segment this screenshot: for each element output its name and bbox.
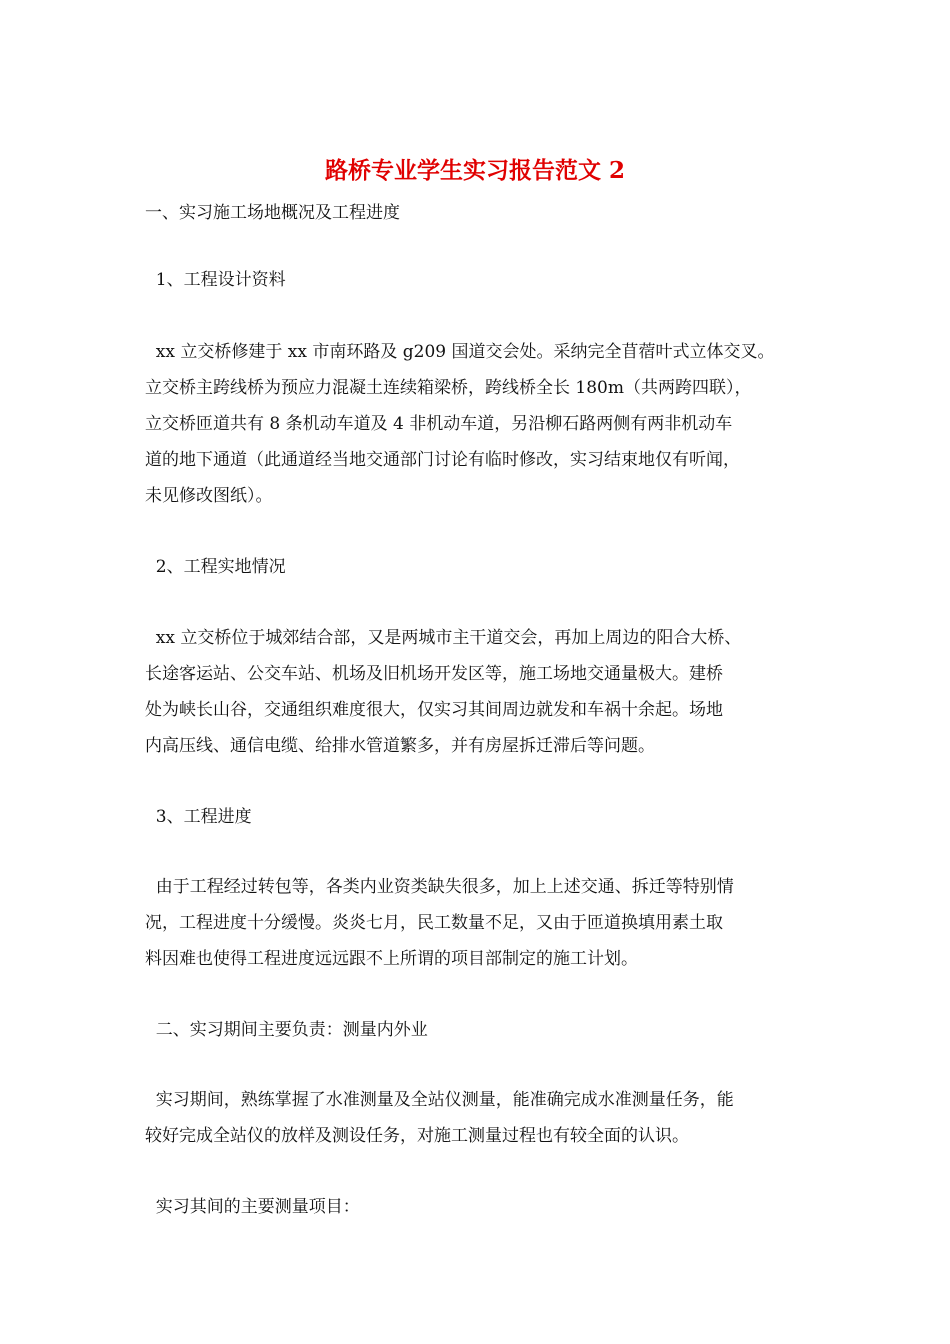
paragraph-line: 由于工程经过转包等，各类内业资类缺失很多，加上上述交通、拆迁等特别情 [145, 877, 734, 897]
paragraph-line: 未见修改图纸）。 [145, 486, 273, 506]
subsection-heading: 1、工程设计资料 [145, 270, 286, 290]
paragraph-line: 实习其间的主要测量项目： [145, 1197, 360, 1217]
paragraph-line: 料因难也使得工程进度远远跟不上所谓的项目部制定的施工计划。 [145, 949, 638, 969]
paragraph-line: xx 立交桥位于城郊结合部，又是两城市主干道交会，再加上周边的阳合大桥、 [145, 628, 742, 648]
subsection-heading: 3、工程进度 [145, 807, 252, 827]
paragraph-line: 立交桥匝道共有 8 条机动车道及 4 非机动车道，另沿柳石路两侧有两非机动车 [145, 414, 733, 434]
document-title: 路桥专业学生实习报告范文 2 [324, 157, 625, 184]
paragraph-line: 处为峡长山谷，交通组织难度很大，仅实习其间周边就发和车祸十余起。场地 [145, 700, 723, 720]
paragraph-line: 道的地下通道（此通道经当地交通部门讨论有临时修改，实习结束地仅有听闻， [145, 450, 740, 470]
section-heading: 一、实习施工场地概况及工程进度 [145, 203, 400, 223]
paragraph-line: 实习期间，熟练掌握了水准测量及全站仪测量，能准确完成水准测量任务，能 [145, 1090, 734, 1110]
paragraph-line: 内高压线、通信电缆、给排水管道繁多，并有房屋拆迁滞后等问题。 [145, 736, 655, 756]
paragraph-line: 长途客运站、公交车站、机场及旧机场开发区等，施工场地交通量极大。建桥 [145, 664, 723, 684]
paragraph-line: 较好完成全站仪的放样及测设任务，对施工测量过程也有较全面的认识。 [145, 1126, 689, 1146]
paragraph-line: xx 立交桥修建于 xx 市南环路及 g209 国道交会处。采纳完全苜蓿叶式立体交叉。 [145, 342, 775, 362]
section-heading: 二、实习期间主要负责：测量内外业 [145, 1020, 428, 1040]
subsection-heading: 2、工程实地情况 [145, 557, 286, 577]
paragraph-line: 立交桥主跨线桥为预应力混凝土连续箱梁桥，跨线桥全长 180m（共两跨四联）， [145, 378, 752, 398]
paragraph-line: 况，工程进度十分缓慢。炎炎七月，民工数量不足，又由于匝道换填用素土取 [145, 913, 723, 933]
